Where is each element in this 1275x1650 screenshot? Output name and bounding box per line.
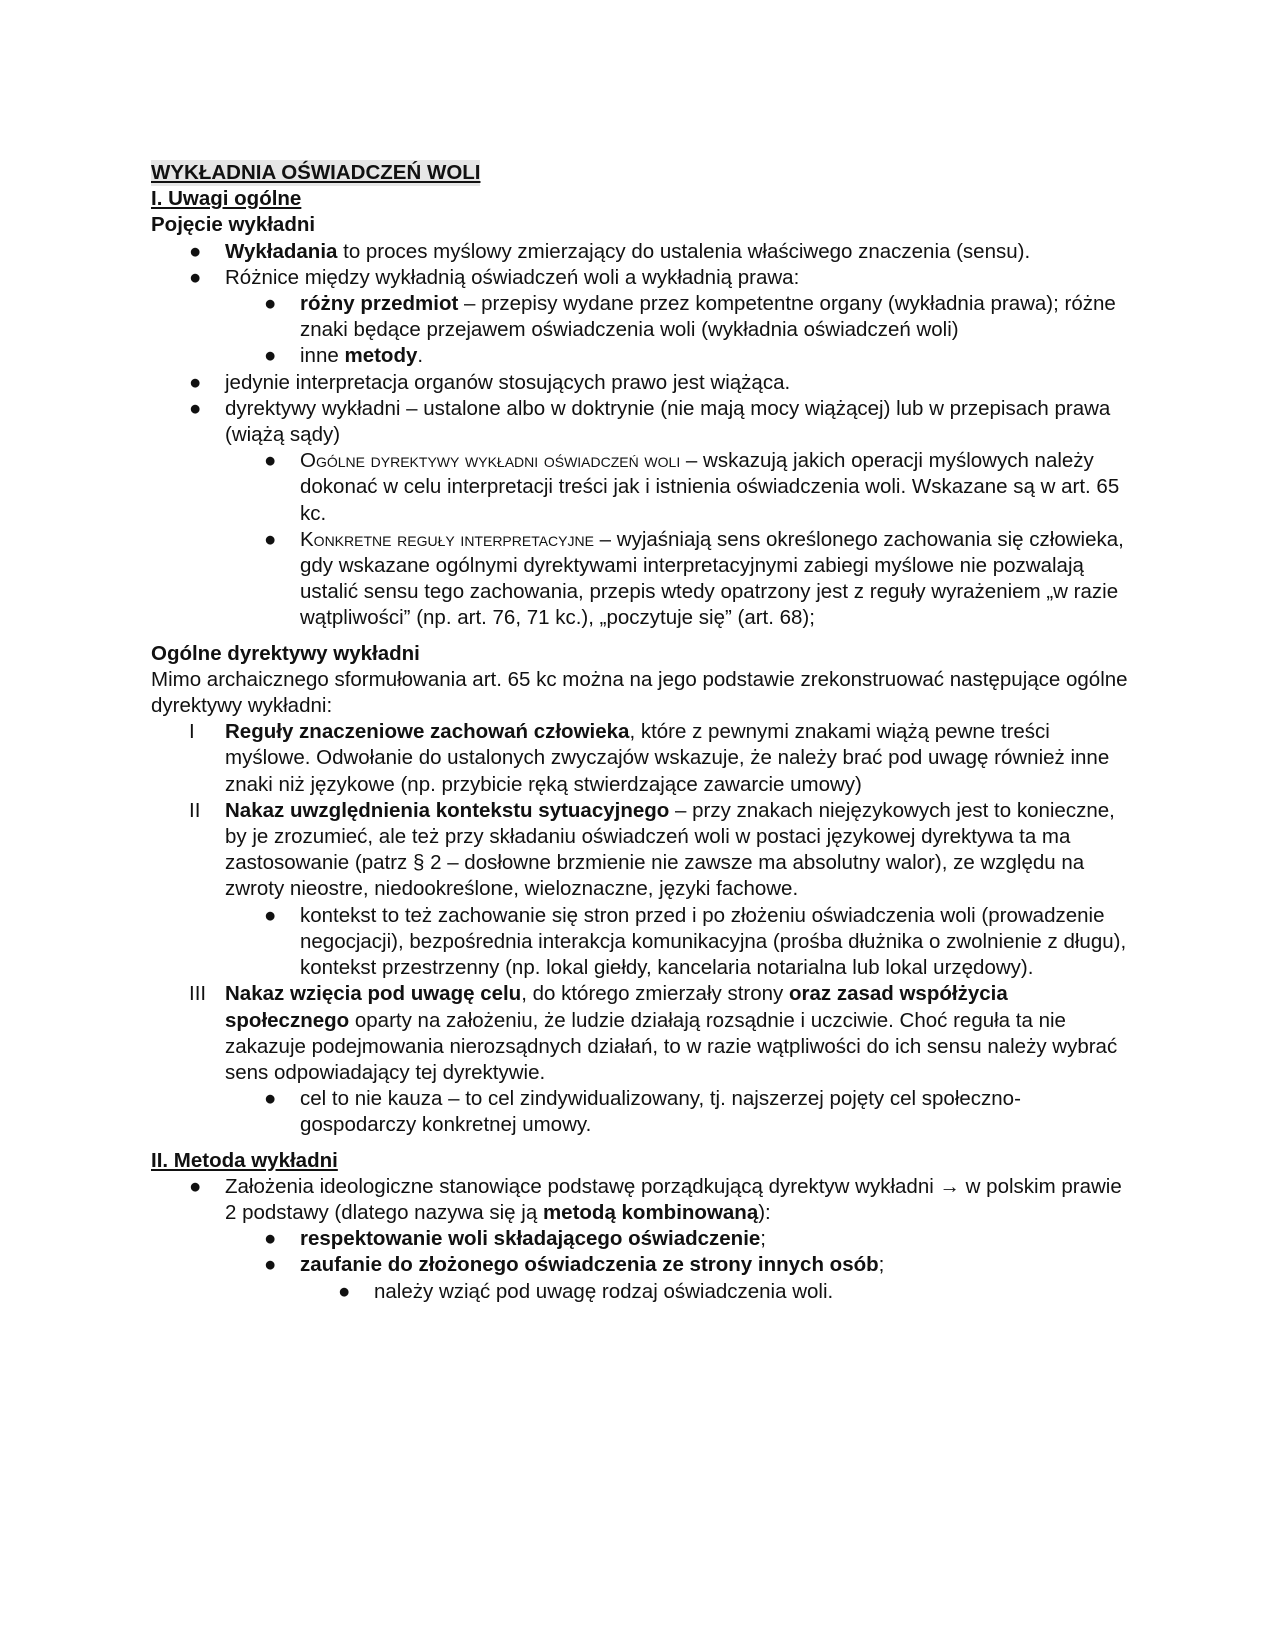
bullet-icon: ● [189, 1174, 202, 1198]
bullet-icon: ● [338, 1279, 351, 1303]
subheading-pojecie: Pojęcie wykładni [151, 213, 316, 237]
list-item: ● Różnice między wykładnią oświadczeń woli a wykładnią prawa: [151, 265, 1136, 291]
list-item: ● Wykładania to proces myślowy zmierzający do ustalenia właściwego znaczenia (sensu). [151, 239, 1136, 265]
roman-numeral: III [189, 982, 207, 1006]
bullet-icon: ● [189, 370, 202, 394]
bullet-icon: ● [264, 1253, 277, 1277]
bullet-icon: ● [189, 396, 202, 420]
list-item: ● należy wziąć pod uwagę rodzaj oświadczenia woli. [151, 1279, 1136, 1305]
numbered-item: II Nakaz uwzględnienia kontekstu sytuacyjnego – przy znakach niejęzykowych jest to konieczne, by je zrozumieć, ale też przy składaniu oświadczeń woli w postaci językowej dyrektywa ta ma zastosowanie (patrz § 2 – dosłowne brzmienie nie zawsze ma absolutny walor), ze względu na zwroty nieostre, niedookreślone, wieloznaczne, języki fachowe. [189, 798, 1115, 901]
list-item: ● dyrektywy wykładni – ustalone albo w doktrynie (nie mają mocy wiążącej) lub w przepisach prawa (wiążą sądy) [189, 396, 1111, 447]
list-item: ● jedynie interpretacja organów stosujących prawo jest wiążąca. [151, 370, 1136, 396]
numbered-item: III Nakaz wzięcia pod uwagę celu, do którego zmierzały strony oraz zasad współżycia społecznego oparty na założeniu, że ludzie działają rozsądnie i uczciwie. Choć reguła ta nie zakazuje podejmowania nierozsądnych działań, to w razie wątpliwości do ich sensu należy wybrać sens odpowiadający tej dyrektywie. [189, 982, 1118, 1084]
section-heading-2: II. Metoda wykładni [151, 1148, 338, 1172]
list-item: ● respektowanie woli składającego oświadczenie; [151, 1226, 1136, 1252]
document-body [151, 160, 1136, 1305]
list-item: ● inne metody. [151, 343, 1136, 369]
intro-paragraph: Mimo archaicznego sformułowania art. 65 kc można na jego podstawie zrekonstruować następujące ogólne dyrektywy wykładni: [151, 667, 1128, 718]
list-item: ● zaufanie do złożonego oświadczenia ze strony innych osób; [151, 1252, 1136, 1278]
roman-numeral: I [189, 720, 195, 744]
list-item: ● Konkretne reguły interpretacyjne – wyjaśniają sens określonego zachowania się człowieka, gdy wskazane ogólnymi dyrektywami interpretacyjnymi zabiegi myślowe nie pozwalają ustalić sensu tego zachowania, przepis wtedy opatrzony jest z reguły wyrażeniem „w razie wątpliwości” (np. art. 76, 71 kc.), „poczytuje się” (art. 68); [264, 527, 1124, 630]
bullet-icon: ● [264, 903, 277, 927]
list-item: ● cel to nie kauza – to cel zindywidualizowany, tj. najszerzej pojęty cel społeczno-gospodarczy konkretnej umowy. [264, 1087, 1021, 1137]
list-item: ● Ogólne dyrektywy wykładni oświadczeń woli – wskazują jakich operacji myślowych należy dokonać w celu interpretacji treści jak i istnienia oświadczenia woli. Wskazane są w art. 65 kc. [264, 449, 1120, 525]
list-item: ● Założenia ideologiczne stanowiące podstawę porządkującą dyrektyw wykładni → w polskim prawie 2 podstawy (dlatego nazywa się ją metodą kombinowaną): [189, 1174, 1122, 1224]
bullet-icon: ● [264, 344, 277, 368]
bullet-icon: ● [189, 265, 202, 289]
subheading-ogolne-dyrektywy: Ogólne dyrektywy wykładni [151, 641, 420, 665]
bullet-icon: ● [264, 1087, 277, 1111]
bullet-icon: ● [264, 292, 277, 316]
roman-numeral: II [189, 798, 201, 822]
list-item: ● różny przedmiot – przepisy wydane przez kompetentne organy (wykładnia prawa); różne znaki będące przejawem oświadczenia woli (wykładnia oświadczeń woli) [264, 292, 1116, 342]
document-title: WYKŁADNIA OŚWIADCZEŃ WOLI [151, 160, 1136, 186]
bullet-icon: ● [264, 1227, 277, 1251]
numbered-item: I Reguły znaczeniowe zachowań człowieka, które z pewnymi znakami wiążą pewne treści myślowe. Odwołanie do ustalonych zwyczajów wskazuje, że należy brać pod uwagę również inne znaki niż językowe (np. przybicie ręką stwierdzające zawarcie umowy) [189, 720, 1110, 796]
bullet-icon: ● [189, 239, 202, 263]
bullet-icon: ● [264, 449, 277, 473]
bullet-icon: ● [264, 527, 277, 551]
list-item: ● kontekst to też zachowanie się stron przed i po złożeniu oświadczenia woli (prowadzenie negocjacji), bezpośrednia interakcja komunikacyjna (prośba dłużnika o zwolnienie z długu), kontekst przestrzenny (np. lokal giełdy, kancelaria notarialna lub lokal urzędowy). [264, 903, 1127, 980]
section-heading-1: I. Uwagi ogólne [151, 187, 302, 211]
